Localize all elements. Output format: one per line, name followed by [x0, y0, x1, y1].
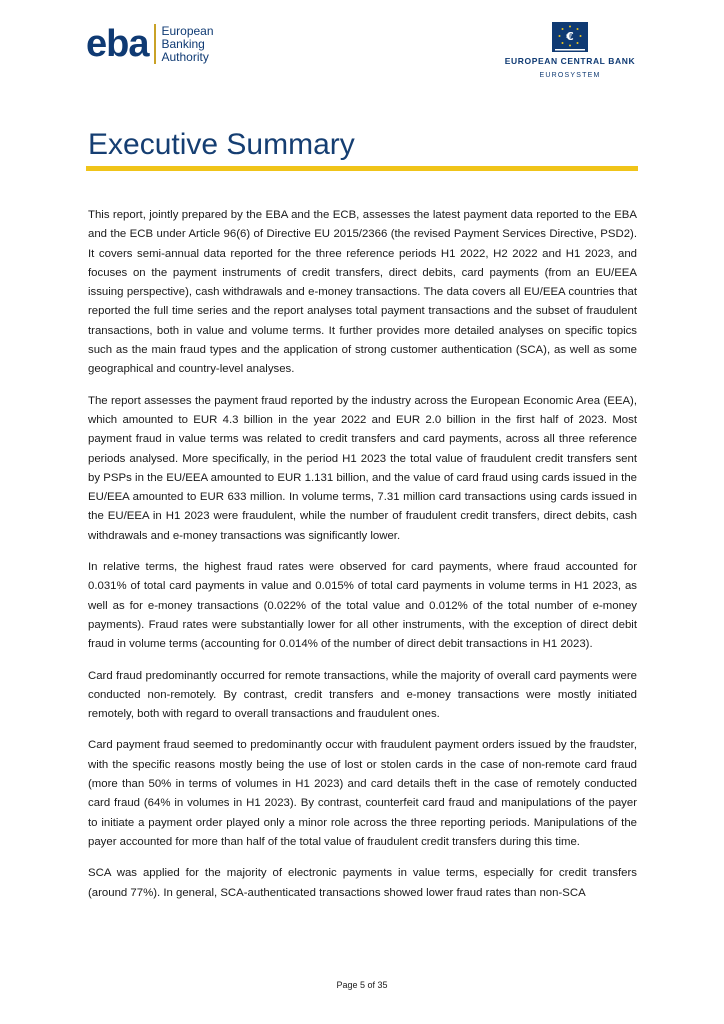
ecb-logo-name: EUROPEAN CENTRAL BANK — [504, 56, 636, 66]
eba-logo-text — [161, 25, 213, 64]
eba-logo-line-3: Authority — [161, 49, 209, 64]
paragraph-6: SCA was applied for the majority of electronic payments in value terms, especially for credit transfers (around 77%). In general, SCA-authenticated transactions showed lower fraud rates than non-SCA — [88, 867, 637, 899]
eba-logo-line-1: European — [161, 23, 214, 38]
paragraph-1: This report, jointly prepared by the EBA and the ECB, assesses the latest payment data reported to the EBA and the ECB under Article 96(6) of Directive EU 2015/2366 (the revised Payment Services Directive, PSD2). It covers semi-annual data reported for the three reference periods H1 2022, H2 2022 and H1 2023, and focuses on the payment instruments of credit transfers, direct debits, card payments (from an EU/EEA issuing perspective), cash withdrawals and e-money transactions. The data covers all EU/EEA countries that reported the full time series and the report analyses total payment transactions and the subset of fraudulent transactions, both in value and volume terms. It further provides more detailed analyses on specific topics such as the main fraud types and the application of strong customer authentication (SCA), as well as some geographical and country-level analyses. — [88, 209, 637, 376]
ecb-logo — [500, 22, 640, 79]
eba-logo-line-2: Banking — [161, 36, 205, 51]
document-body — [88, 206, 637, 915]
title-underline — [86, 166, 638, 171]
ecb-euro-symbol: € — [566, 30, 574, 43]
paragraph-5: Card payment fraud seemed to predominantly occur with fraudulent payment orders issued by the fraudster, with the specific reasons mostly being the use of lost or stolen cards in the case of non-remote card fraud (more than 50% in terms of volumes in H1 2023) and card details theft in the case of remotely conducted card fraud (64% in volumes in H1 2023). By contrast, counterfeit card fraud and manipulations of the payer to initiate a payment order played only a minor role across the three reporting periods. Manipulations of the payer accounted for more than half of the total value of fraudulent credit transfers during this time. — [88, 739, 637, 848]
eba-logo-divider — [154, 24, 156, 64]
page-title: Executive Summary — [88, 128, 355, 161]
eba-logo-word: eba — [86, 23, 149, 65]
paragraph-2: The report assesses the payment fraud reported by the industry across the European Economic Area (EEA), which amounted to EUR 4.3 billion in the year 2022 and EUR 2.0 billion in the first half of 2023. Most payment fraud in value terms was related to credit transfers and card payments, across all three reference periods analysed. More specifically, in the period H1 2023 the total value of fraudulent credit transfers sent by PSPs in the EU/EEA amounted to EUR 1.131 billion, and the value of card fraud using cards issued in the EU/EEA amounted to EUR 633 million. In volume terms, 7.31 million card transactions using cards issued in the EU/EEA in H1 2023 were fraudulent, while the number of fraudulent credit transfers, direct debits, cash withdrawals and e-money transactions was significantly lower. — [88, 394, 637, 542]
ecb-logo-subtitle: EUROSYSTEM — [539, 72, 601, 79]
page-number: Page 5 of 35 — [336, 980, 388, 990]
eba-logo — [86, 24, 214, 64]
paragraph-3: In relative terms, the highest fraud rates were observed for card payments, where fraud accounted for 0.031% of total card payments in value and 0.015% of total card payments in volume terms in H1 2023, as well as for e-money transactions (0.022% of the total value and 0.012% of the total number of e-money payments). Fraud rates were substantially lower for all other instruments, with the exception of direct debit fraud in volume terms (accounting for 0.014% of the number of direct debit transactions in H1 2023). — [88, 561, 637, 651]
ecb-emblem-icon — [552, 22, 588, 52]
paragraph-4: Card fraud predominantly occurred for remote transactions, while the majority of overall card payments were conducted non-remotely. By contrast, credit transfers and e-money transactions were mostly initiated remotely, both with regard to overall transactions and fraudulent ones. — [88, 669, 637, 721]
page-header — [0, 0, 724, 100]
